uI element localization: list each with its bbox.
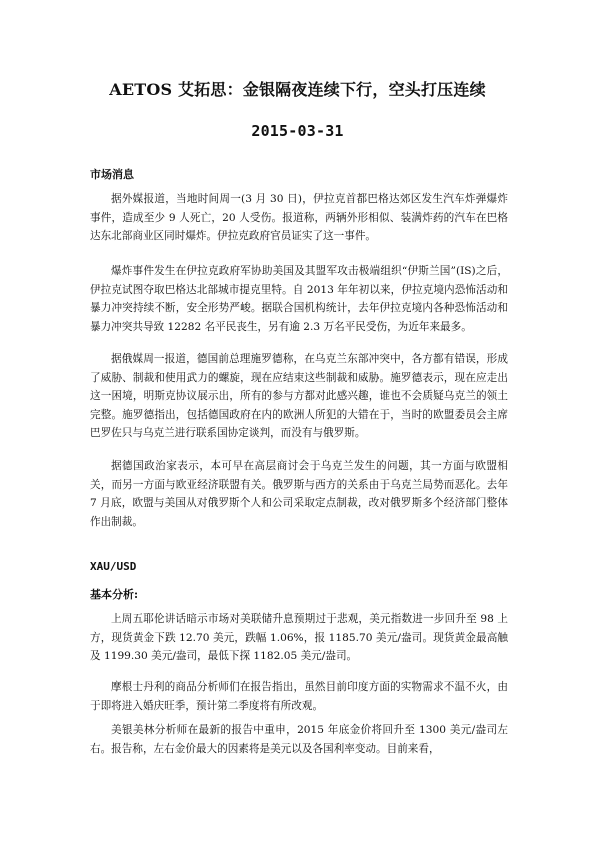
news-paragraph: 据俄媒周一报道，德国前总理施罗德称，在乌克兰东部冲突中，各方都有错误，形成了威胁、制裁和使用武力的螺旋，现在应结束这些制裁和威胁。施罗德表示，现在应走出这一困境，明斯克协议展示出，所有的参与方都对此感兴趣，谁也不会质疑乌克兰的领土完整。施罗德指出，包括德国政府在内的欧洲人所犯的大错在于，当时的欧盟委员会主席巴罗佐只与乌克兰进行联系国协定谈判，而没有与俄罗斯。 [90,353,508,440]
document-date: 2015-03-31 [251,122,344,140]
news-paragraph: 爆炸事件发生在伊拉克政府军协助美国及其盟军攻击极端组织“伊斯兰国”(IS)之后，伊拉克试图夺取巴格达北部城市提克里特。自 2013 年年初以来，伊拉克境内恐怖活动和暴力冲突持续不断，安全形势严峻。据联合国机构统计，去年伊拉克境内各种恐怖活动和暴力冲突共导致 12282 名平民丧生，另有逾 2.3 万名平民受伤，为近年来最多。 [90,265,508,333]
section-heading-market-news: 市场消息 [90,168,134,181]
section-heading-fundamental-analysis: 基本分析: [90,588,139,601]
news-paragraph: 据德国政治家表示，本可早在高层商讨会于乌克兰发生的问题，其一方面与欧盟相关，而另一方面与欧亚经济联盟有关。俄罗斯与西方的关系由于乌克兰局势而恶化。去年 7 月底，欧盟与美国从对俄罗斯个人和公司采取定点制裁，改对俄罗斯多个经济部门整体作出制裁。 [90,460,508,528]
analysis-paragraph: 美银美林分析师在最新的报告中重申，2015 年底金价将回升至 1300 美元/盎司左右。报告称，左右金价最大的因素将是美元以及各国利率变动。目前来看， [90,724,508,755]
analysis-paragraph: 摩根士丹利的商品分析师们在报告指出，虽然目前印度方面的实物需求不温不火，由于即将进入婚庆旺季，预计第二季度将有所改观。 [90,681,508,712]
symbol-heading: XAU/USD [90,560,137,573]
analysis-paragraph: 上周五耶伦讲话暗示市场对美联储升息预期过于悲观，美元指数进一步回升至 98 上方，现货黄金下跌 12.70 美元，跌幅 1.06%，报 1185.70 美元/盎司。现货黄金最高触及 1199.30 美元/盎司，最低下探 1182.05 美元/盎司。 [90,613,508,663]
document-title: AETOS 艾拓思：金银隔夜连续下行，空头打压连续 [109,80,486,99]
news-paragraph: 据外媒报道，当地时间周一(3 月 30 日)，伊拉克首都巴格达郊区发生汽车炸弹爆炸事件，造成至少 9 人死亡，20 人受伤。报道称，两辆外形相似、装满炸药的汽车在巴格达东北部商业区同时爆炸。伊拉克政府官员证实了这一事件。 [90,193,508,243]
